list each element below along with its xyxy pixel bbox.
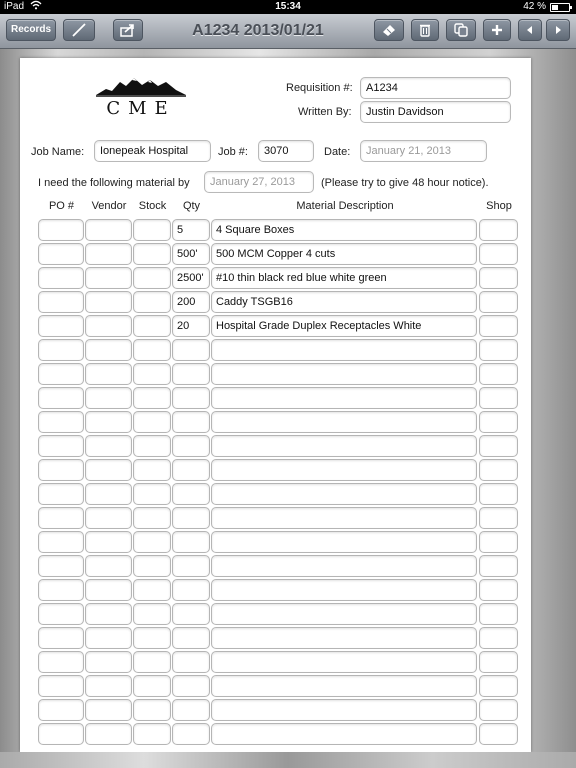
po-cell[interactable] (38, 603, 84, 625)
job-name-field[interactable]: Ionepeak Hospital (94, 140, 211, 162)
description-cell[interactable]: Caddy TSGB16 (211, 291, 477, 313)
eraser-icon (375, 23, 403, 37)
shop-cell[interactable] (479, 315, 518, 337)
stock-cell[interactable] (133, 435, 171, 457)
table-row (38, 506, 519, 530)
po-cell[interactable] (38, 459, 84, 481)
vendor-cell[interactable] (85, 507, 132, 529)
vendor-cell[interactable] (85, 723, 132, 745)
description-cell[interactable] (211, 483, 477, 505)
shop-cell[interactable] (479, 651, 518, 673)
po-cell[interactable] (38, 435, 84, 457)
description-cell[interactable] (211, 723, 477, 745)
vendor-cell[interactable] (85, 651, 132, 673)
description-cell[interactable] (211, 435, 477, 457)
toolbar (0, 14, 576, 49)
shop-cell[interactable] (479, 291, 518, 313)
vendor-cell[interactable] (85, 411, 132, 433)
shop-cell[interactable] (479, 435, 518, 457)
stock-cell[interactable] (133, 315, 171, 337)
copy-icon (447, 23, 475, 37)
description-cell[interactable] (211, 387, 477, 409)
shop-cell[interactable] (479, 603, 518, 625)
vendor-cell[interactable] (85, 531, 132, 553)
qty-cell[interactable] (172, 435, 210, 457)
table-row (38, 314, 519, 338)
pen-button[interactable] (63, 19, 95, 41)
vendor-cell[interactable] (85, 675, 132, 697)
vendor-cell[interactable] (85, 363, 132, 385)
shop-cell[interactable] (479, 531, 518, 553)
bottom-frame (0, 752, 576, 768)
col-header-description: Material Description (296, 200, 394, 212)
shop-cell[interactable] (479, 363, 518, 385)
po-cell[interactable] (38, 243, 84, 265)
po-cell[interactable] (38, 723, 84, 745)
share-icon (114, 23, 142, 37)
table-row (38, 722, 519, 746)
need-by-label: I need the following material by (38, 177, 190, 189)
page-title: A1234 2013/01/21 (192, 22, 324, 39)
stock-cell[interactable] (133, 579, 171, 601)
table-row (38, 434, 519, 458)
description-cell[interactable] (211, 627, 477, 649)
description-cell[interactable] (211, 339, 477, 361)
carrier-label: iPad (4, 1, 25, 12)
trash-icon (412, 23, 438, 37)
vendor-cell[interactable] (85, 219, 132, 241)
table-row (38, 554, 519, 578)
eraser-button[interactable] (374, 19, 404, 41)
shop-cell[interactable] (479, 675, 518, 697)
col-header-po: PO # (48, 200, 75, 212)
po-cell[interactable] (38, 699, 84, 721)
po-cell[interactable] (38, 483, 84, 505)
date-field[interactable]: January 21, 2013 (360, 140, 487, 162)
po-cell[interactable] (38, 507, 84, 529)
qty-cell[interactable] (172, 411, 210, 433)
shop-cell[interactable] (479, 339, 518, 361)
stock-cell[interactable] (133, 555, 171, 577)
table-row (38, 602, 519, 626)
shop-cell[interactable] (479, 579, 518, 601)
shop-cell[interactable] (479, 411, 518, 433)
date-label: Date: (324, 146, 351, 158)
qty-cell[interactable]: 5 (172, 219, 210, 241)
qty-cell[interactable] (172, 723, 210, 745)
shop-cell[interactable] (479, 219, 518, 241)
vendor-cell[interactable] (85, 627, 132, 649)
clock: 15:34 (275, 1, 301, 12)
vendor-cell[interactable] (85, 243, 132, 265)
arrow-right-icon (547, 23, 569, 37)
table-row (38, 338, 519, 362)
delete-button[interactable] (411, 19, 439, 41)
qty-cell[interactable]: 500' (172, 243, 210, 265)
col-header-stock: Stock (138, 200, 167, 212)
qty-cell[interactable] (172, 603, 210, 625)
materials-table (38, 218, 519, 746)
stock-cell[interactable] (133, 675, 171, 697)
stock-cell[interactable] (133, 339, 171, 361)
stock-cell[interactable] (133, 363, 171, 385)
qty-cell[interactable]: 200 (172, 291, 210, 313)
arrow-left-icon (519, 23, 541, 37)
qty-cell[interactable] (172, 627, 210, 649)
po-cell[interactable] (38, 651, 84, 673)
table-row (38, 530, 519, 554)
po-cell[interactable] (38, 339, 84, 361)
shop-cell[interactable] (479, 459, 518, 481)
written-by-field[interactable]: Justin Davidson (360, 101, 511, 123)
stock-cell[interactable] (133, 267, 171, 289)
shop-cell[interactable] (479, 267, 518, 289)
qty-cell[interactable] (172, 651, 210, 673)
vendor-cell[interactable] (85, 459, 132, 481)
qty-cell[interactable] (172, 363, 210, 385)
po-cell[interactable] (38, 579, 84, 601)
qty-cell[interactable] (172, 507, 210, 529)
vendor-cell[interactable] (85, 555, 132, 577)
po-cell[interactable] (38, 531, 84, 553)
job-name-label: Job Name: (31, 146, 85, 158)
po-cell[interactable] (38, 411, 84, 433)
shop-cell[interactable] (479, 243, 518, 265)
description-cell[interactable]: 4 Square Boxes (211, 219, 477, 241)
qty-cell[interactable] (172, 699, 210, 721)
stock-cell[interactable] (133, 483, 171, 505)
qty-cell[interactable] (172, 555, 210, 577)
description-cell[interactable] (211, 507, 477, 529)
stock-cell[interactable] (133, 699, 171, 721)
table-row (38, 242, 519, 266)
table-row (38, 482, 519, 506)
requisition-field[interactable]: A1234 (360, 77, 511, 99)
job-number-label: Job #: (218, 146, 248, 158)
qty-cell[interactable] (172, 459, 210, 481)
qty-cell[interactable] (172, 387, 210, 409)
written-by-label: Written By: (298, 106, 352, 118)
po-cell[interactable] (38, 627, 84, 649)
shop-cell[interactable] (479, 507, 518, 529)
job-number-field[interactable]: 3070 (258, 140, 314, 162)
stock-cell[interactable] (133, 219, 171, 241)
stock-cell[interactable] (133, 531, 171, 553)
po-cell[interactable] (38, 315, 84, 337)
description-cell[interactable]: 500 MCM Copper 4 cuts (211, 243, 477, 265)
vendor-cell[interactable] (85, 483, 132, 505)
description-cell[interactable] (211, 459, 477, 481)
stock-cell[interactable] (133, 243, 171, 265)
stock-cell[interactable] (133, 387, 171, 409)
description-cell[interactable]: Hospital Grade Duplex Receptacles White (211, 315, 477, 337)
vendor-cell[interactable] (85, 291, 132, 313)
po-cell[interactable] (38, 387, 84, 409)
qty-cell[interactable]: 20 (172, 315, 210, 337)
add-button[interactable] (483, 19, 511, 41)
notice-text: (Please try to give 48 hour notice). (321, 177, 489, 189)
battery-icon (550, 3, 570, 12)
shop-cell[interactable] (479, 555, 518, 577)
vendor-cell[interactable] (85, 387, 132, 409)
mountain-logo-icon (96, 76, 186, 98)
table-row (38, 650, 519, 674)
po-cell[interactable] (38, 675, 84, 697)
po-cell[interactable] (38, 291, 84, 313)
table-row (38, 626, 519, 650)
status-bar (0, 0, 576, 14)
requisition-form (20, 58, 531, 752)
vendor-cell[interactable] (85, 267, 132, 289)
table-row (38, 218, 519, 242)
vendor-cell[interactable] (85, 339, 132, 361)
table-row (38, 266, 519, 290)
stock-cell[interactable] (133, 291, 171, 313)
description-cell[interactable] (211, 699, 477, 721)
qty-cell[interactable] (172, 579, 210, 601)
shop-cell[interactable] (479, 723, 518, 745)
qty-cell[interactable]: 2500' (172, 267, 210, 289)
description-cell[interactable] (211, 603, 477, 625)
vendor-cell[interactable] (85, 435, 132, 457)
po-cell[interactable] (38, 363, 84, 385)
shop-cell[interactable] (479, 627, 518, 649)
plus-icon (484, 23, 510, 37)
po-cell[interactable] (38, 555, 84, 577)
stock-cell[interactable] (133, 411, 171, 433)
qty-cell[interactable] (172, 339, 210, 361)
battery-percent: 42 % (523, 1, 546, 12)
stock-cell[interactable] (133, 651, 171, 673)
logo-text: CME (106, 98, 176, 119)
stock-cell[interactable] (133, 627, 171, 649)
pen-icon (64, 23, 94, 37)
col-header-shop: Shop (486, 200, 512, 212)
description-cell[interactable] (211, 555, 477, 577)
col-header-vendor: Vendor (91, 200, 127, 212)
table-row (38, 410, 519, 434)
qty-cell[interactable] (172, 483, 210, 505)
stock-cell[interactable] (133, 603, 171, 625)
stock-cell[interactable] (133, 507, 171, 529)
description-cell[interactable] (211, 579, 477, 601)
share-button[interactable] (113, 19, 143, 41)
vendor-cell[interactable] (85, 579, 132, 601)
stock-cell[interactable] (133, 459, 171, 481)
table-row (38, 290, 519, 314)
description-cell[interactable] (211, 675, 477, 697)
records-button[interactable]: Records (6, 19, 56, 41)
table-row (38, 386, 519, 410)
shop-cell[interactable] (479, 483, 518, 505)
description-cell[interactable] (211, 411, 477, 433)
vendor-cell[interactable] (85, 315, 132, 337)
vendor-cell[interactable] (85, 699, 132, 721)
po-cell[interactable] (38, 267, 84, 289)
table-row (38, 458, 519, 482)
vendor-cell[interactable] (85, 603, 132, 625)
shop-cell[interactable] (479, 387, 518, 409)
company-logo (96, 76, 186, 118)
col-header-qty: Qty (182, 200, 201, 212)
stock-cell[interactable] (133, 723, 171, 745)
po-cell[interactable] (38, 219, 84, 241)
description-cell[interactable] (211, 363, 477, 385)
copy-button[interactable] (446, 19, 476, 41)
need-by-date-field[interactable]: January 27, 2013 (204, 171, 314, 193)
requisition-label: Requisition #: (286, 82, 353, 94)
table-row (38, 578, 519, 602)
next-button[interactable] (546, 19, 570, 41)
qty-cell[interactable] (172, 531, 210, 553)
table-row (38, 362, 519, 386)
previous-button[interactable] (518, 19, 542, 41)
qty-cell[interactable] (172, 675, 210, 697)
table-row (38, 698, 519, 722)
table-row (38, 674, 519, 698)
description-cell[interactable] (211, 531, 477, 553)
shop-cell[interactable] (479, 699, 518, 721)
description-cell[interactable] (211, 651, 477, 673)
description-cell[interactable]: #10 thin black red blue white green (211, 267, 477, 289)
